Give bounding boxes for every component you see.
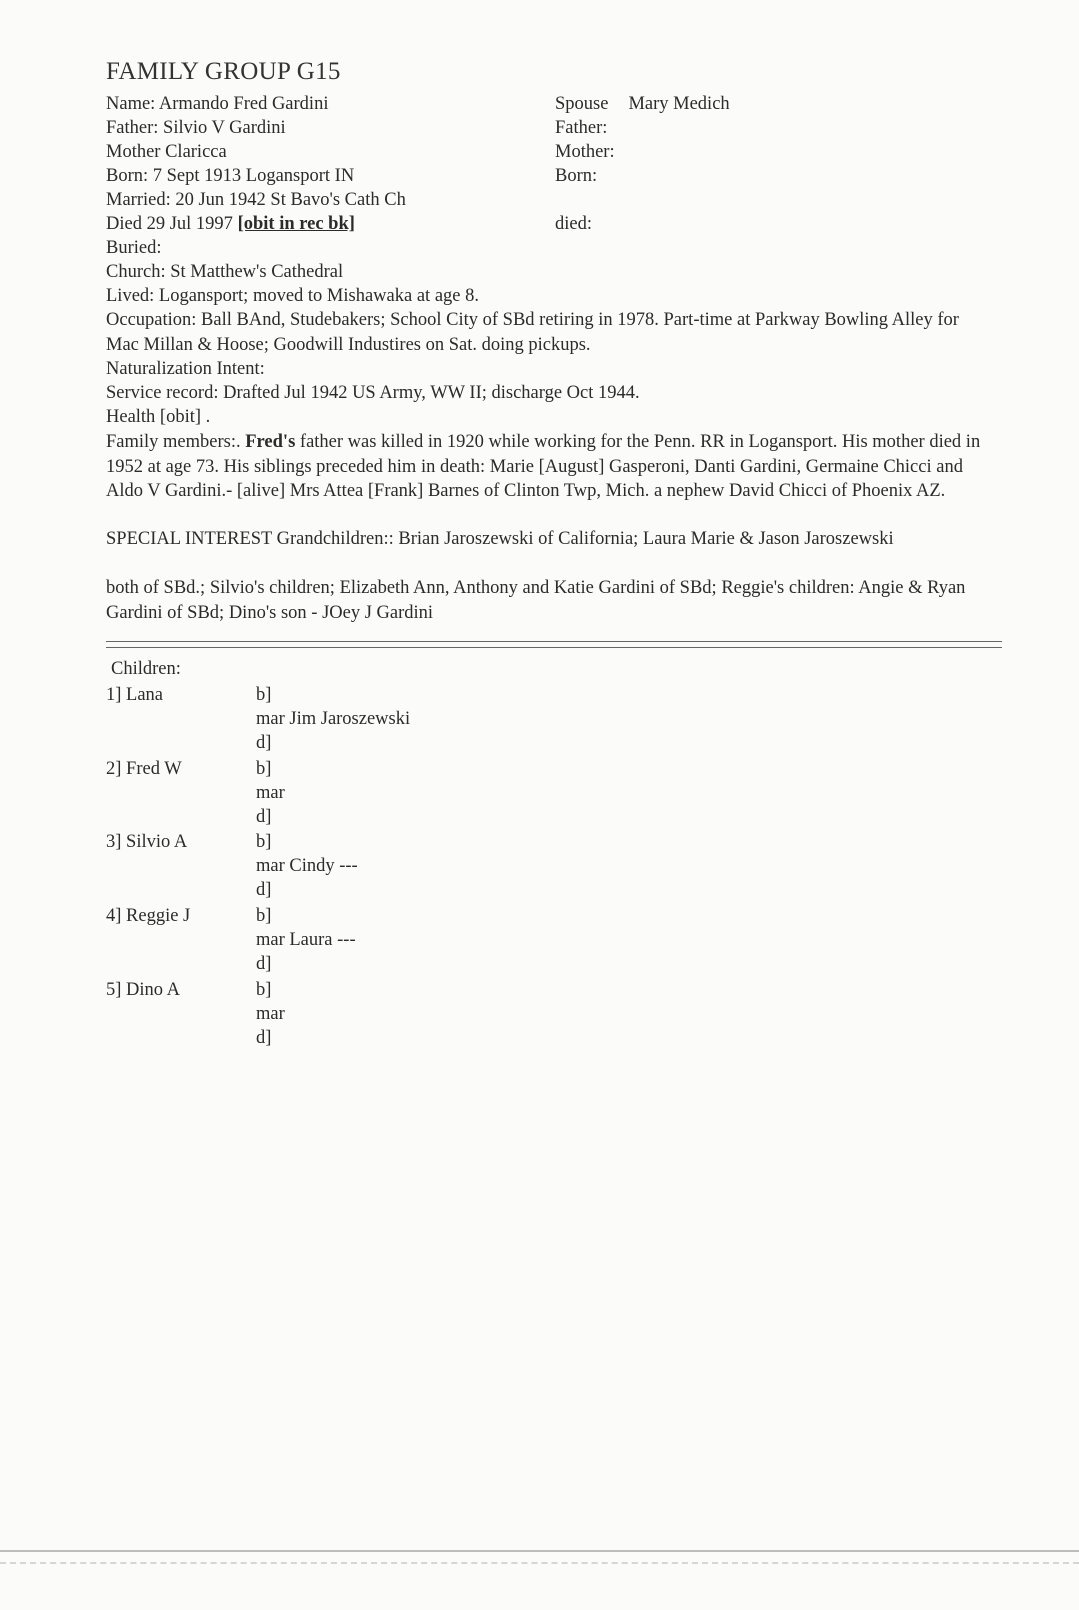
child-name: 1] Lana	[106, 685, 164, 705]
section-divider	[106, 641, 1002, 648]
child-died: d]	[256, 880, 272, 900]
child-name: 4] Reggie J	[106, 906, 191, 926]
child-died: d]	[256, 807, 272, 827]
person-father: Father: Silvio V Gardini	[106, 118, 286, 138]
child-name: 2] Fred W	[106, 759, 182, 779]
child-name: 3] Silvio A	[106, 832, 188, 852]
child-died: d]	[256, 954, 272, 974]
special-interest-cont: both of SBd.; Silvio's children; Elizabeth Ann, Anthony and Katie Gardini of SBd; Reggie's children: Angie & Ryan Gardini of SBd; Dino's son - JOey J Gardini	[106, 578, 966, 623]
spouse-label: Spouse	[555, 94, 609, 114]
person-name: Name: Armando Fred Gardini	[106, 94, 329, 114]
page-bottom-perforation	[0, 1562, 1079, 1564]
person-married: Married: 20 Jun 1942 St Bavo's Cath Ch	[106, 190, 406, 210]
child-born: b]	[256, 832, 272, 852]
spouse-born: Born:	[555, 166, 598, 186]
child-married: mar	[256, 1004, 285, 1024]
person-lived: Lived: Logansport; moved to Mishawaka at age 8.	[106, 286, 479, 306]
occupation-text: Occupation: Ball BAnd, Studebakers; School City of SBd retiring in 1978. Part-time at Parkway Bowling Alley for Mac Millan & Hoose; Goodwill Industires on Sat. doing pickups.	[106, 310, 959, 355]
health-text: Health [obit] .	[106, 407, 211, 427]
child-married: mar	[256, 783, 285, 803]
page-title: FAMILY GROUP G15	[106, 58, 341, 85]
obit-link[interactable]: [obit in rec bk]	[237, 214, 355, 234]
service-text: Service record: Drafted Jul 1942 US Army, WW II; discharge Oct 1944.	[106, 383, 640, 403]
person-buried: Buried:	[106, 238, 162, 258]
naturalization-text: Naturalization Intent:	[106, 359, 265, 379]
spouse-died: died:	[555, 214, 592, 234]
child-died: d]	[256, 733, 272, 753]
children-heading: Children:	[111, 659, 181, 679]
child-born: b]	[256, 685, 272, 705]
family-members-text	[106, 430, 986, 504]
person-mother: Mother Claricca	[106, 142, 227, 162]
child-born: b]	[256, 906, 272, 926]
spouse-father: Father:	[555, 118, 608, 138]
child-born: b]	[256, 759, 272, 779]
person-died	[106, 212, 355, 236]
family-rest: father was killed in 1920 while working for the Penn. RR in Logansport. His mother died in 1952 at age 73. His siblings preceded him in death: Marie [August] Gasperoni, Danti Gardini, Germaine Chicci and Aldo V Gardini.- [alive] Mrs Attea [Frank] Barnes of Clinton Twp, Mich. a nephew David Chicci of Phoenix AZ.	[106, 432, 981, 501]
spouse-row	[555, 92, 730, 116]
person-born: Born: 7 Sept 1913 Logansport IN	[106, 166, 355, 186]
child-married: mar Cindy ---	[256, 856, 358, 876]
family-prefix: Family members:.	[106, 432, 246, 452]
died-text: Died 29 Jul 1997	[106, 214, 238, 234]
family-bold: Fred's	[245, 432, 296, 452]
special-interest-text: SPECIAL INTEREST Grandchildren:: Brian Jaroszewski of California; Laura Marie & Jason Jaroszewski	[106, 529, 894, 549]
person-church: Church: St Matthew's Cathedral	[106, 262, 344, 282]
child-married: mar Laura ---	[256, 930, 356, 950]
spouse-mother: Mother:	[555, 142, 615, 162]
child-died: d]	[256, 1028, 272, 1048]
spouse-name: Mary Medich	[628, 94, 730, 114]
child-married: mar Jim Jaroszewski	[256, 709, 411, 729]
page-bottom-edge	[0, 1550, 1079, 1552]
child-born: b]	[256, 980, 272, 1000]
child-name: 5] Dino A	[106, 980, 180, 1000]
